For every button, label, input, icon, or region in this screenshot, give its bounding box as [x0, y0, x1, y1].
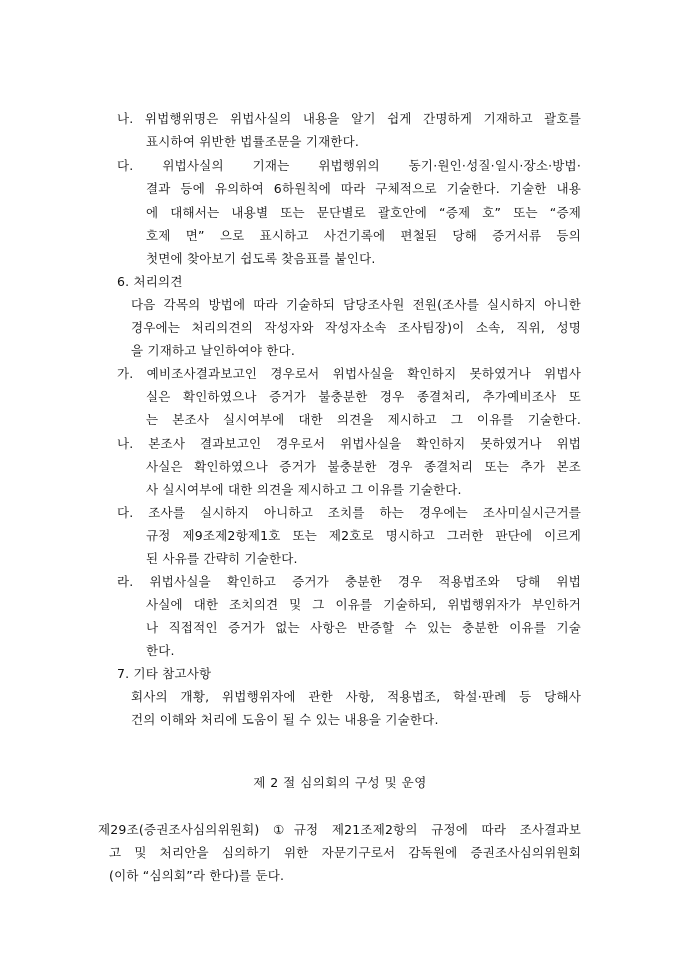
section6-ga-line-1: 가. 예비조사결과보고인 경우로서 위법사실을 확인하지 못하였거나 위법사 — [117, 366, 581, 381]
section7-body-line-2: 건의 이해와 처리에 도움이 될 수 있는 내용을 기술한다. — [131, 712, 439, 727]
item-da-line-2: 결과 등에 유의하여 6하원칙에 따라 구체적으로 기술한다. 기술한 내용 — [146, 181, 581, 196]
item-da-line-3: 에 대해서는 내용별 또는 문단별로 괄호안에 “증제 호” 또는 “증제 — [146, 205, 581, 220]
item-da-line-4: 호제 면” 으로 표시하고 사건기록에 편철된 당해 증거서류 등의 — [146, 228, 581, 243]
section6-intro-line-3: 을 기재하고 날인하여야 한다. — [131, 343, 295, 358]
section6-na-line-3: 사 실시여부에 대한 의견을 제시하고 그 이유를 기술한다. — [146, 482, 462, 497]
section6-intro-line-1: 다음 각목의 방법에 따라 기술하되 담당조사원 전원(조사를 실시하지 아니한 — [131, 297, 581, 312]
article29-line-1: 제29조(증권조사심의위원회) ①규정 제21조제2항의 규정에 따라 조사결과보 — [98, 822, 581, 837]
item-na-line-1: 나. 위법행위명은 위법사실의 내용을 알기 쉽게 간명하게 기재하고 괄호를 — [117, 111, 581, 126]
section6-da-line-1: 다. 조사를 실시하지 아니하고 조치를 하는 경우에는 조사미실시근거를 — [117, 505, 581, 520]
chapter-title: 제 2 절 심의회의 구성 및 운영 — [253, 775, 427, 790]
article29-line-3: (이하 “심의회”라 한다)를 둔다. — [109, 868, 285, 883]
section6-intro-line-2: 경우에는 처리의견의 작성자와 작성자소속 조사팀장)이 소속, 직위, 성명 — [131, 320, 581, 335]
section6-ga-line-3: 는 본조사 실시여부에 대한 의견을 제시하고 그 이유를 기술한다. — [146, 412, 581, 427]
section6-heading: 6. 처리의견 — [117, 274, 183, 289]
section6-da-line-2: 규정 제9조제2항제1호 또는 제2호로 명시하고 그러한 판단에 이르게 — [146, 528, 581, 543]
section6-ra-line-4: 한다. — [146, 643, 175, 658]
section6-na-line-1: 나. 본조사 결과보고인 경우로서 위법사실을 확인하지 못하였거나 위법 — [117, 436, 581, 451]
item-da-line-5: 첫면에 찾아보기 쉽도록 찾음표를 붙인다. — [146, 251, 376, 266]
section6-ra-line-2: 사실에 대한 조치의견 및 그 이유를 기술하되, 위법행위자가 부인하거 — [146, 597, 581, 612]
section6-ga-line-2: 실은 확인하였으나 증거가 불충분한 경우 종결처리, 추가예비조사 또 — [146, 389, 581, 404]
section6-na-line-2: 사실은 확인하였으나 증거가 불충분한 경우 종결처리 또는 추가 본조 — [146, 459, 581, 474]
item-na-line-2: 표시하여 위반한 법률조문을 기재한다. — [146, 134, 360, 149]
section6-ra-line-1: 라. 위법사실을 확인하고 증거가 충분한 경우 적용법조와 당해 위법 — [117, 574, 581, 589]
section7-body-line-1: 회사의 개황, 위법행위자에 관한 사항, 적용법조, 학설·판례 등 당해사 — [131, 689, 581, 704]
section7-heading: 7. 기타 참고사항 — [117, 666, 212, 681]
section6-ra-line-3: 나 직접적인 증거가 없는 사항은 반증할 수 있는 충분한 이유를 기술 — [146, 620, 581, 635]
article29-line-2: 고 및 처리안을 심의하기 위한 자문기구로서 감독원에 증권조사심의위원회 — [109, 845, 581, 860]
section6-da-line-3: 된 사유를 간략히 기술한다. — [146, 551, 298, 566]
item-da-line-1: 다. 위법사실의 기재는 위법행위의 동기·원인·성질·일시·장소·방법· — [117, 158, 581, 173]
